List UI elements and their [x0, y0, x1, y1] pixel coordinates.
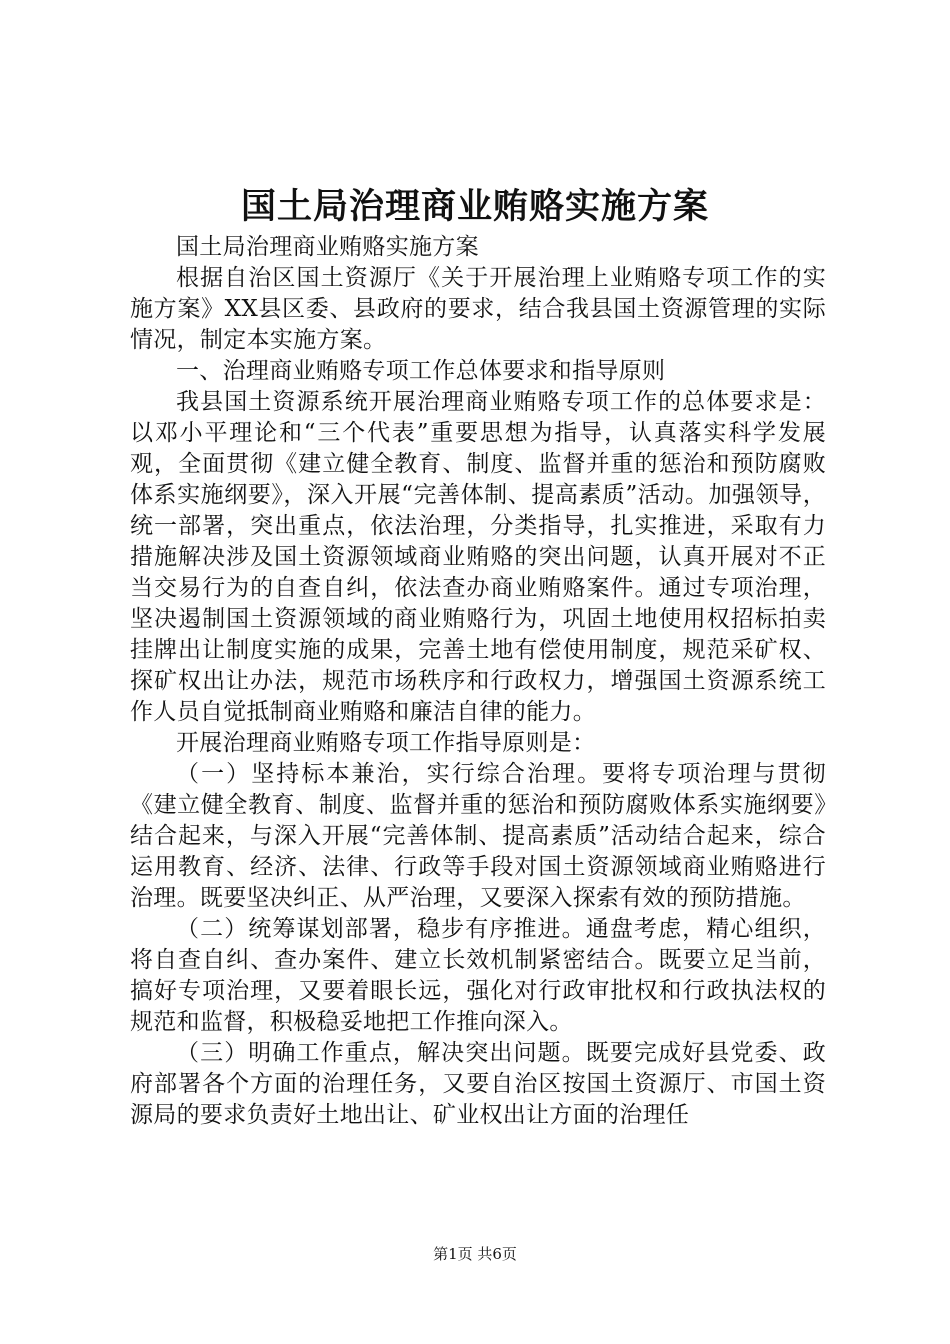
paragraph-principle-3: （三）明确工作重点，解决突出问题。既要完成好县党委、政府部署各个方面的治理任务，又要自治区按国土资源厅、市国土资源局的要求负责好土地出让、矿业权出让方面的治理任 — [130, 1040, 826, 1128]
page-footer: 第1页 共6页 — [433, 1245, 517, 1263]
paragraph-principles-lead: 开展治理商业贿赂专项工作指导原则是： — [176, 730, 596, 756]
document-body — [130, 232, 826, 1131]
paragraph-principle-1: （一）坚持标本兼治，实行综合治理。要将专项治理与贯彻《建立健全教育、制度、监督并重的惩治和预防腐败体系实施纲要》结合起来，与深入开展“完善体制、提高素质”活动结合起来，综合运用教育、经济、法律、行政等手段对国土资源领域商业贿赂进行治理。既要坚决纠正、从严治理，又要深入探索有效的预防措施。 — [130, 761, 826, 911]
paragraph-intro: 根据自治区国土资源厅《关于开展治理上业贿赂专项工作的实施方案》XX县区委、县政府的要求，结合我县国土资源管理的实际情况，制定本实施方案。 — [130, 265, 826, 353]
paragraph-requirements: 我县国土资源系统开展治理商业贿赂专项工作的总体要求是：以邓小平理论和“三个代表”重要思想为指导，认真落实科学发展观，全面贯彻《建立健全教育、制度、监督并重的惩治和预防腐败体系实施纲要》，深入开展“完善体制、提高素质”活动。加强领导，统一部署，突出重点，依法治理，分类指导，扎实推进，采取有力措施解决涉及国土资源领域商业贿赂的突出问题，认真开展对不正当交易行为的自查自纠，依法查办商业贿赂案件。通过专项治理，坚决遏制国土资源领域的商业贿赂行为，巩固土地使用权招标拍卖挂牌出让制度实施的成果，完善土地有偿使用制度，规范采矿权、探矿权出让办法，规范市场秩序和行政权力，增强国土资源系统工作人员自觉抵制商业贿赂和廉洁自律的能力。 — [130, 389, 826, 725]
section-heading: 一、治理商业贿赂专项工作总体要求和指导原则 — [176, 358, 666, 384]
document-title: 国土局治理商业贿赂实施方案 — [240, 186, 709, 227]
paragraph-subtitle: 国土局治理商业贿赂实施方案 — [176, 234, 479, 260]
paragraph-principle-2: （二）统筹谋划部署，稳步有序推进。通盘考虑，精心组织，将自查自纠、查办案件、建立长效机制紧密结合。既要立足当前，搞好专项治理，又要着眼长远，强化对行政审批权和行政执法权的规范和监督，积极稳妥地把工作推向深入。 — [130, 916, 826, 1035]
